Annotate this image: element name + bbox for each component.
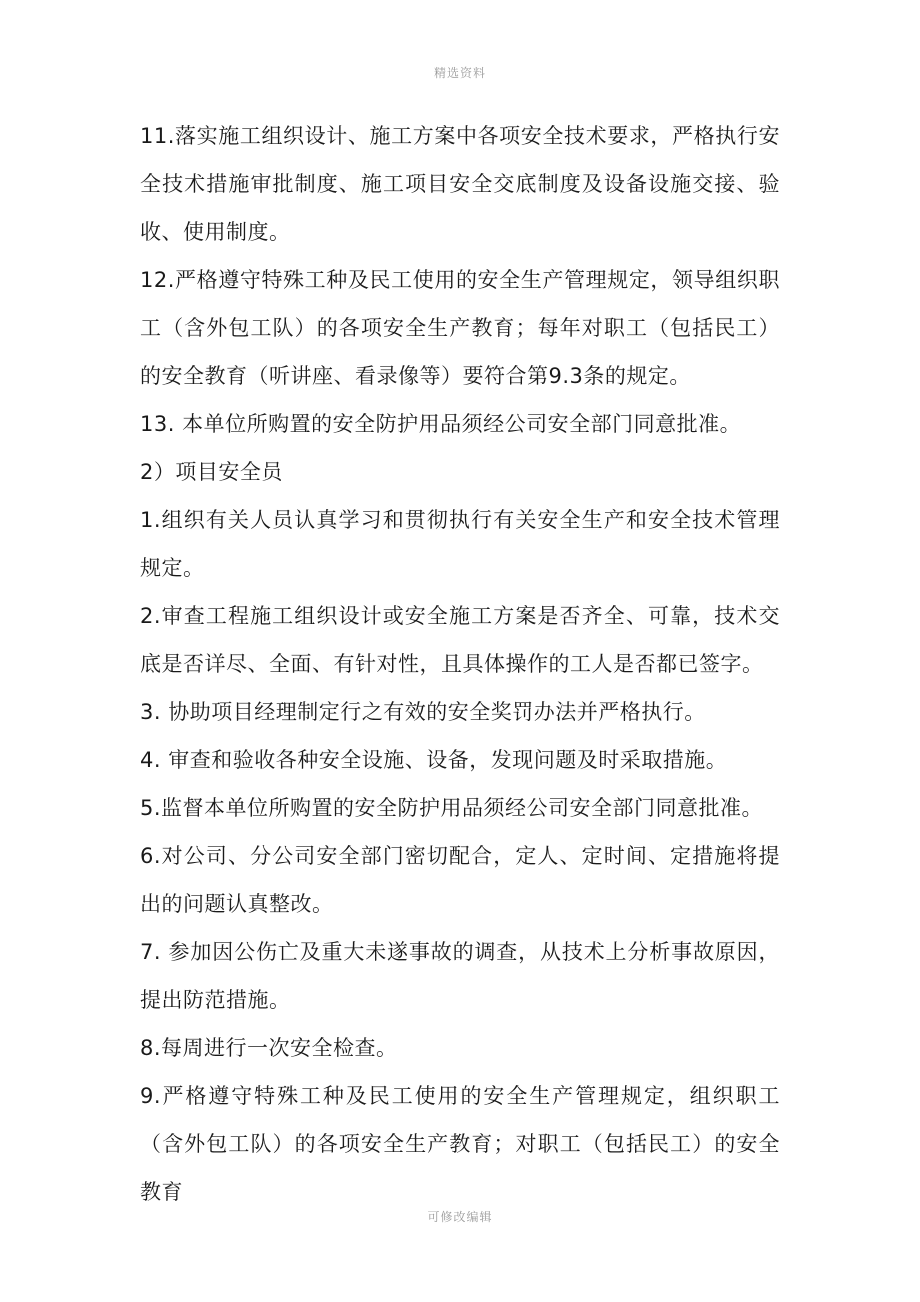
paragraph-item-11: 11.落实施工组织设计、施工方案中各项安全技术要求，严格执行安全技术措施审批制度、施工项目安全交底制度及设备设施交接、验收、使用制度。: [140, 124, 780, 244]
paragraph-item-8: 8.每周进行一次安全检查。: [140, 1036, 398, 1060]
paragraph-item-3: 3. 协助项目经理制定行之有效的安全奖罚办法并严格执行。: [140, 700, 706, 724]
document-body: [140, 112, 780, 1216]
paragraph-item-5: 5.监督本单位所购置的安全防护用品须经公司安全部门同意批准。: [140, 796, 764, 820]
page-header: 精选资料: [433, 66, 486, 80]
paragraph-item-12: 12.严格遵守特殊工种及民工使用的安全生产管理规定，领导组织职工（含外包工队）的各项安全生产教育；每年对职工（包括民工）的安全教育（听讲座、看录像等）要符合第9.3条的规定。: [140, 268, 780, 388]
paragraph-item-9: 9.严格遵守特殊工种及民工使用的安全生产管理规定，组织职工（含外包工队）的各项安全生产教育；对职工（包括民工）的安全教育: [140, 1084, 780, 1204]
paragraph-item-13: 13. 本单位所购置的安全防护用品须经公司安全部门同意批准。: [140, 412, 742, 436]
paragraph-item-7: 7. 参加因公伤亡及重大未遂事故的调查，从技术上分析事故原因，提出防范措施。: [140, 940, 780, 1012]
paragraph-item-4: 4. 审查和验收各种安全设施、设备，发现问题及时采取措施。: [140, 748, 728, 772]
paragraph-item-6: 6.对公司、分公司安全部门密切配合，定人、定时间、定措施将提出的问题认真整改。: [140, 844, 780, 916]
paragraph-item-2: 2.审查工程施工组织设计或安全施工方案是否齐全、可靠，技术交底是否详尽、全面、有针对性，且具体操作的工人是否都已签字。: [140, 604, 780, 676]
section-heading-safety-officer: 2）项目安全员: [140, 460, 283, 484]
paragraph-item-1: 1.组织有关人员认真学习和贯彻执行有关安全生产和安全技术管理规定。: [140, 508, 780, 580]
page-footer: 可修改编辑: [427, 1210, 493, 1224]
